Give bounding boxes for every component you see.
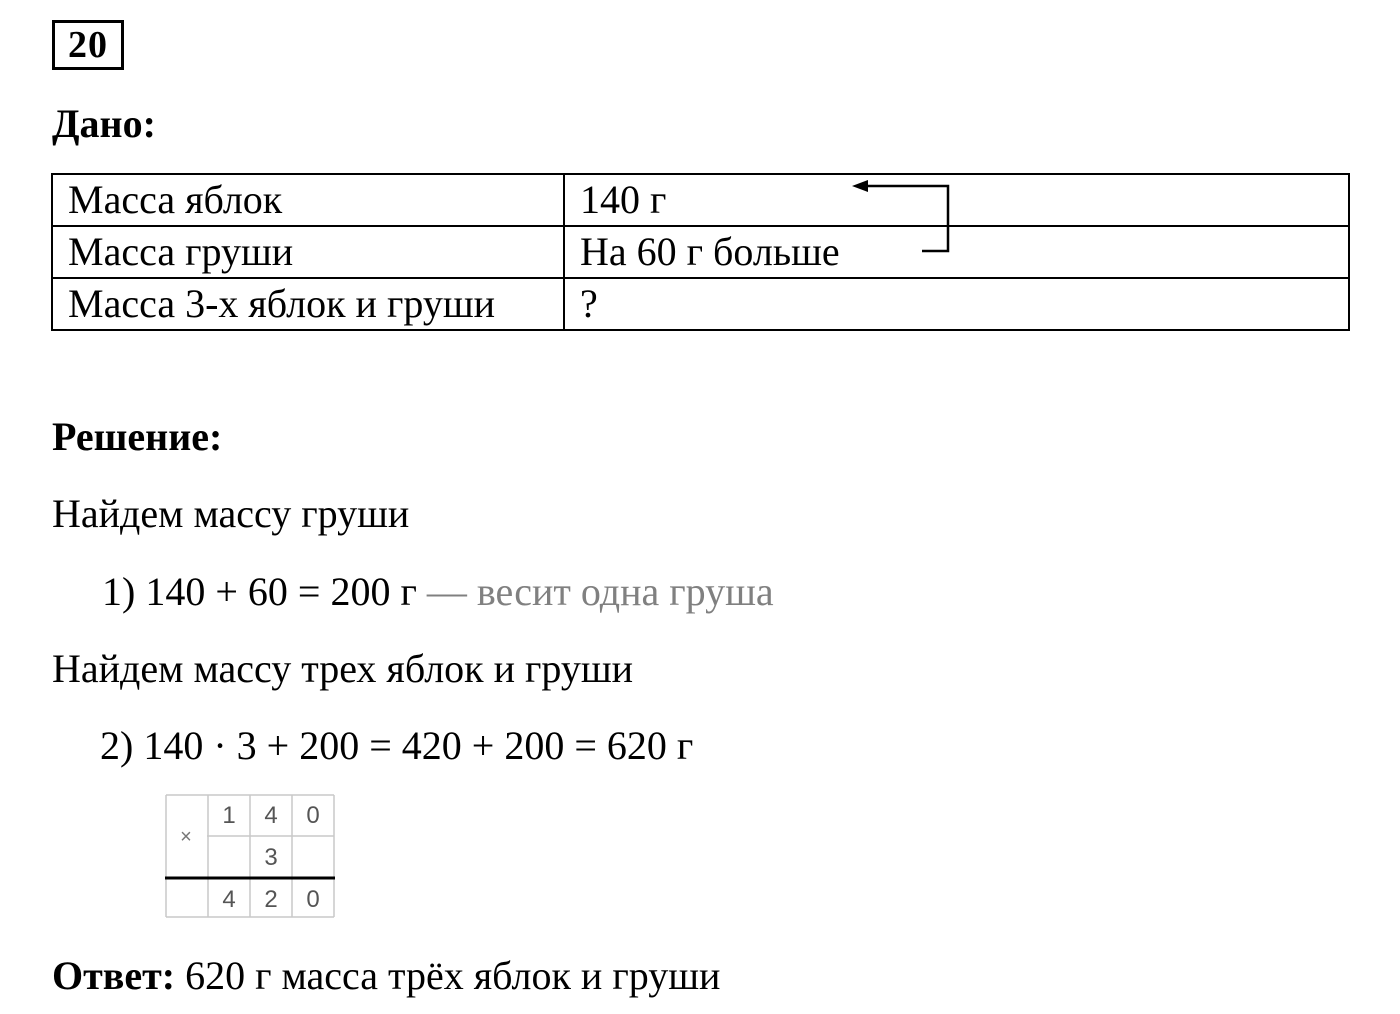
column-multiplication <box>165 794 335 918</box>
row-value-total-mass: ? <box>564 278 1349 330</box>
answer-text: 620 г масса трёх яблок и груши <box>185 953 721 998</box>
row-value-apple-mass: 140 г <box>564 174 1349 226</box>
task-number: 20 <box>52 20 124 70</box>
step1-line <box>102 569 774 615</box>
result-digit: 2 <box>264 886 278 913</box>
result-digit: 0 <box>306 886 320 913</box>
result-digit: 4 <box>222 886 236 913</box>
table-row <box>52 278 1349 330</box>
multiplicand-digit: 4 <box>264 802 278 829</box>
answer <box>52 953 720 999</box>
answer-label: Ответ: <box>52 953 176 998</box>
multiplicand-digit: 1 <box>222 802 236 829</box>
row-label-pear-mass: Масса груши <box>52 226 564 278</box>
given-heading: Дано: <box>52 101 156 146</box>
step1-intro: Найдем массу груши <box>52 491 410 536</box>
row-label-total-mass: Масса 3-х яблок и груши <box>52 278 564 330</box>
table-row <box>52 226 1349 278</box>
multiply-sign: × <box>180 826 192 848</box>
step1-comment: — весит одна груша <box>426 569 774 614</box>
step1-expression: 1) 140 + 60 = 200 г <box>102 569 417 614</box>
given-table <box>51 173 1350 331</box>
step2-expression: 2) 140 · 3 + 200 = 420 + 200 = 620 г <box>100 723 694 768</box>
step2-intro: Найдем массу трех яблок и груши <box>52 646 634 691</box>
multiplier-digit: 3 <box>264 844 278 871</box>
row-value-pear-mass: На 60 г больше <box>564 226 1349 278</box>
row-label-apple-mass: Масса яблок <box>52 174 564 226</box>
table-row <box>52 174 1349 226</box>
multiplicand-digit: 0 <box>306 802 320 829</box>
solution-heading: Решение: <box>52 414 223 459</box>
